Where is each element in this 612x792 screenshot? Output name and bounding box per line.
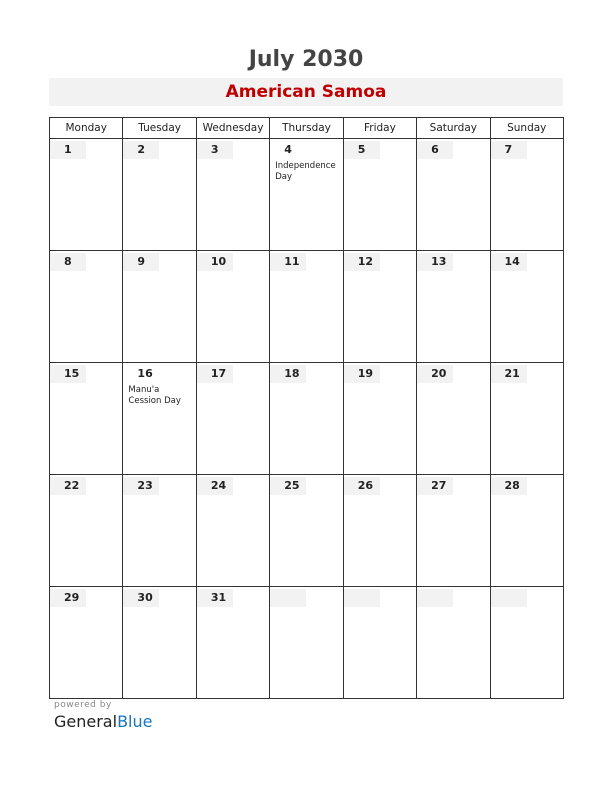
day-cell [123,475,196,587]
day-number: 1 [50,141,86,159]
day-cell-empty [417,587,490,699]
day-cell [196,587,269,699]
day-cell [196,363,269,475]
day-cell [417,475,490,587]
holiday-label: Manu'a Cession Day [128,385,181,406]
day-number: 4 [270,141,306,159]
day-number [270,589,306,607]
day-number: 12 [344,253,380,271]
weekday-header: Tuesday [123,118,196,139]
calendar-grid [49,117,564,699]
week-row [50,363,564,475]
weekday-header: Thursday [270,118,343,139]
powered-by-text: powered by [54,700,112,710]
day-number: 20 [417,365,453,383]
day-cell [270,475,343,587]
day-number: 17 [197,365,233,383]
day-cell [343,251,416,363]
day-number [491,589,527,607]
day-number: 24 [197,477,233,495]
day-number: 19 [344,365,380,383]
day-number: 30 [123,589,159,607]
day-cell [50,363,123,475]
day-number: 16 [123,365,159,383]
day-number: 15 [50,365,86,383]
weekday-header: Sunday [490,118,563,139]
day-number: 5 [344,141,380,159]
day-number: 26 [344,477,380,495]
day-number: 27 [417,477,453,495]
day-number: 25 [270,477,306,495]
weekday-header-row [50,118,564,139]
day-number: 8 [50,253,86,271]
day-number: 31 [197,589,233,607]
weekday-header: Saturday [417,118,490,139]
day-cell [123,587,196,699]
day-number: 21 [491,365,527,383]
day-number: 18 [270,365,306,383]
day-number: 23 [123,477,159,495]
day-number [344,589,380,607]
week-row [50,475,564,587]
weekday-header: Friday [343,118,416,139]
weekday-header: Wednesday [196,118,269,139]
day-cell [270,363,343,475]
day-number: 14 [491,253,527,271]
day-cell-empty [490,587,563,699]
day-number: 10 [197,253,233,271]
day-cell [490,139,563,251]
day-cell [490,475,563,587]
brand-blue: Blue [117,712,153,731]
day-cell [417,363,490,475]
day-cell [123,139,196,251]
day-number: 9 [123,253,159,271]
holiday-label: Independence Day [275,161,336,182]
day-cell [417,139,490,251]
day-cell [123,251,196,363]
day-cell [270,251,343,363]
week-row [50,251,564,363]
day-cell [50,251,123,363]
day-number: 7 [491,141,527,159]
brand-general: General [54,712,118,731]
calendar-title: July 2030 [248,47,364,72]
day-cell [196,475,269,587]
day-cell [50,475,123,587]
day-number: 28 [491,477,527,495]
day-cell [196,139,269,251]
week-row [50,587,564,699]
day-number [417,589,453,607]
day-number: 29 [50,589,86,607]
day-cell-empty [270,587,343,699]
weekday-header: Monday [50,118,123,139]
day-cell [490,251,563,363]
day-cell [490,363,563,475]
day-number: 11 [270,253,306,271]
day-cell [50,139,123,251]
day-cell [343,363,416,475]
footer-branding [54,700,152,731]
day-number: 22 [50,477,86,495]
brand-logo[interactable] [54,712,152,731]
day-cell [417,251,490,363]
day-cell-empty [343,587,416,699]
day-number: 3 [197,141,233,159]
day-cell [343,475,416,587]
day-number: 2 [123,141,159,159]
day-number: 6 [417,141,453,159]
day-cell [123,363,196,475]
day-cell [50,587,123,699]
week-row [50,139,564,251]
day-cell [343,139,416,251]
day-cell [270,139,343,251]
day-number: 13 [417,253,453,271]
country-name: American Samoa [49,78,563,106]
day-cell [196,251,269,363]
